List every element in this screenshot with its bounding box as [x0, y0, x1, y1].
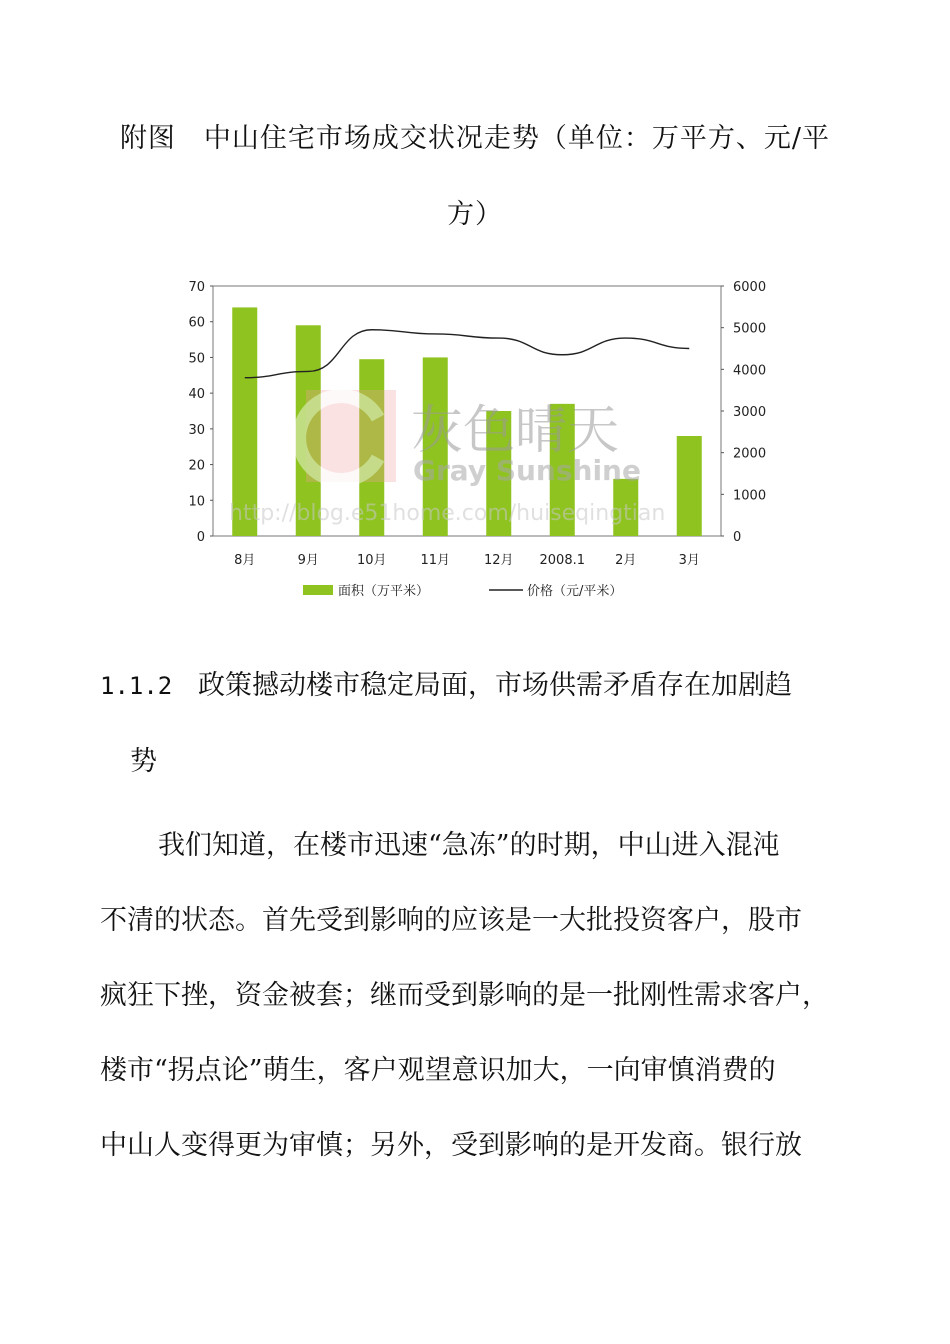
y-left-tick-label: 40 — [188, 387, 205, 403]
paragraph-line: 不清的状态。首先受到影响的应该是一大批投资客户，股市 — [100, 905, 802, 936]
chart — [173, 268, 773, 608]
watermark-cn: 灰色晴天 — [411, 401, 620, 461]
bar-area — [677, 436, 702, 536]
y-left-tick-label: 30 — [188, 422, 205, 438]
watermark-en: Gray Sunshine — [413, 454, 641, 487]
y-left-tick-label: 10 — [188, 494, 205, 510]
x-tick-label: 2月 — [615, 553, 637, 568]
body-paragraph — [100, 808, 855, 1183]
paragraph-line: 楼市“拐点论”萌生，客户观望意识加大，一向审慎消费的 — [100, 1055, 776, 1086]
x-tick-label: 3月 — [678, 553, 700, 568]
paragraph-line: 疯狂下挫，资金被套；继而受到影响的是一批刚性需求客户， — [100, 980, 829, 1011]
caption-line-1: 附图 中山住宅市场成交状况走势（单位：万平方、元/平 — [119, 123, 831, 154]
y-left-tick-label: 60 — [188, 315, 205, 331]
watermark-url: http://blog.e51home.com/huiseqingtian — [229, 501, 666, 526]
y-right-tick-label: 6000 — [733, 280, 767, 295]
legend-label-line: 价格（元/平米） — [527, 584, 623, 599]
y-right-tick-label: 4000 — [733, 363, 767, 379]
caption-line-2: 方） — [447, 199, 503, 230]
x-tick-label: 9月 — [297, 553, 319, 568]
section-number: 1.1.2 — [100, 672, 173, 700]
paragraph-line: 中山人变得更为审慎；另外，受到影响的是开发商。银行放 — [100, 1130, 802, 1161]
x-tick-label: 10月 — [356, 553, 387, 568]
y-right-tick-label: 1000 — [733, 488, 767, 504]
figure-caption — [100, 101, 850, 253]
x-tick-label: 12月 — [483, 553, 514, 568]
y-left-tick-label: 70 — [188, 280, 205, 295]
y-right-tick-label: 3000 — [733, 405, 767, 420]
y-right-tick-label: 0 — [733, 530, 742, 545]
paragraph-line: 我们知道，在楼市迅速“急冻”的时期，中山进入混沌 — [158, 830, 780, 861]
legend-label-bar: 面积（万平米） — [338, 584, 430, 599]
section-heading — [100, 648, 860, 800]
y-right-tick-label: 5000 — [733, 321, 767, 337]
y-left-tick-label: 20 — [188, 458, 205, 474]
x-tick-label: 8月 — [234, 553, 256, 568]
y-left-tick-label: 0 — [196, 530, 205, 545]
section-title-line-1: 政策撼动楼市稳定局面，市场供需矛盾存在加剧趋 — [198, 670, 792, 701]
legend-swatch-bar — [303, 585, 333, 595]
section-title-line-2: 势 — [130, 746, 157, 777]
x-tick-label: 2008.1 — [539, 553, 585, 568]
x-tick-label: 11月 — [420, 553, 451, 568]
y-left-tick-label: 50 — [188, 351, 205, 367]
y-right-tick-label: 2000 — [733, 446, 767, 462]
